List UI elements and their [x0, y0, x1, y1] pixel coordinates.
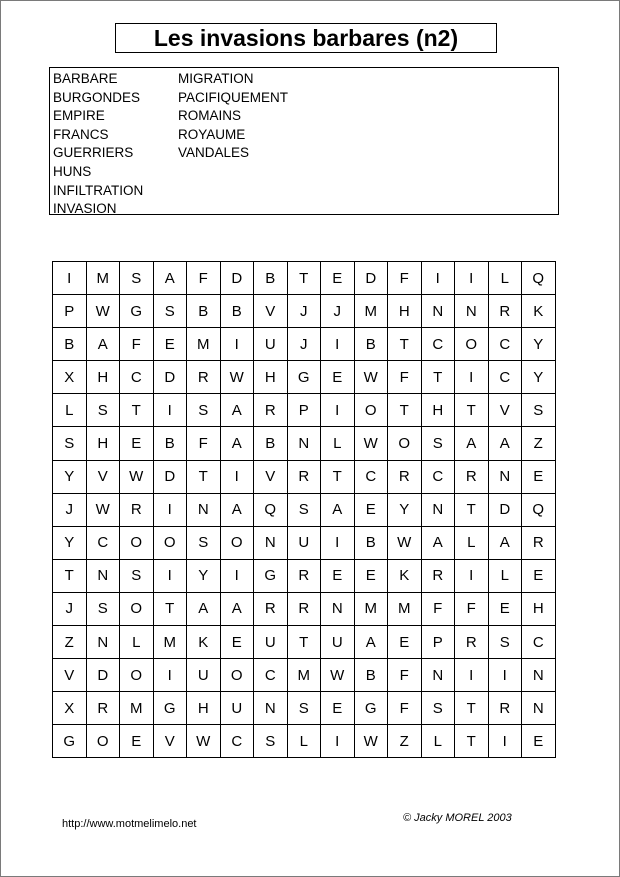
grid-cell[interactable]: E [321, 559, 355, 592]
grid-cell[interactable]: N [421, 493, 455, 526]
grid-cell[interactable]: S [287, 493, 321, 526]
grid-cell[interactable]: I [153, 394, 187, 427]
grid-cell[interactable]: R [287, 559, 321, 592]
grid-cell[interactable]: A [86, 328, 120, 361]
grid-cell[interactable]: V [488, 394, 522, 427]
grid-cell[interactable]: C [488, 328, 522, 361]
grid-cell[interactable]: Y [187, 559, 221, 592]
grid-cell[interactable]: R [254, 394, 288, 427]
grid-cell[interactable]: H [421, 394, 455, 427]
grid-cell[interactable]: I [321, 725, 355, 758]
grid-cell[interactable]: S [421, 692, 455, 725]
grid-row [53, 493, 556, 526]
grid-cell[interactable]: X [53, 361, 87, 394]
grid-cell[interactable]: N [455, 295, 489, 328]
grid-cell[interactable]: M [354, 592, 388, 625]
grid-cell[interactable]: M [388, 592, 422, 625]
grid-cell[interactable]: B [220, 295, 254, 328]
word-list-item: BURGONDES [53, 89, 141, 105]
grid-cell[interactable]: N [421, 659, 455, 692]
grid-cell[interactable]: E [153, 328, 187, 361]
grid-cell[interactable]: S [120, 559, 154, 592]
grid-cell[interactable]: D [153, 361, 187, 394]
grid-cell[interactable]: T [53, 559, 87, 592]
grid-cell[interactable]: N [488, 460, 522, 493]
grid-cell[interactable]: H [86, 427, 120, 460]
grid-cell[interactable]: S [488, 626, 522, 659]
grid-cell[interactable]: O [388, 427, 422, 460]
grid-cell[interactable]: J [321, 295, 355, 328]
grid-cell[interactable]: O [220, 526, 254, 559]
grid-cell[interactable]: E [321, 361, 355, 394]
grid-cell[interactable]: S [522, 394, 556, 427]
grid-cell[interactable]: R [287, 460, 321, 493]
grid-cell[interactable]: N [86, 626, 120, 659]
grid-cell[interactable]: F [388, 262, 422, 295]
page-title: Les invasions barbares (n2) [115, 23, 497, 53]
grid-cell[interactable]: Q [522, 262, 556, 295]
grid-cell[interactable]: W [86, 295, 120, 328]
grid-cell[interactable]: I [455, 659, 489, 692]
grid-cell[interactable]: T [455, 394, 489, 427]
grid-row [53, 328, 556, 361]
grid-cell[interactable]: I [488, 725, 522, 758]
grid-cell[interactable]: A [220, 493, 254, 526]
word-list-item: EMPIRE [53, 108, 105, 124]
word-list-column-1 [53, 70, 143, 219]
grid-cell[interactable]: W [220, 361, 254, 394]
grid-cell[interactable]: O [354, 394, 388, 427]
grid-cell[interactable]: Z [53, 626, 87, 659]
word-list-item: VANDALES [178, 145, 250, 161]
grid-cell[interactable]: S [153, 295, 187, 328]
grid-cell[interactable]: T [153, 592, 187, 625]
grid-cell[interactable]: T [421, 361, 455, 394]
grid-cell[interactable]: V [254, 295, 288, 328]
grid-cell[interactable]: O [455, 328, 489, 361]
grid-cell[interactable]: D [153, 460, 187, 493]
grid-cell[interactable]: Y [522, 328, 556, 361]
grid-cell[interactable]: F [455, 592, 489, 625]
grid-row [53, 626, 556, 659]
grid-cell[interactable]: R [120, 493, 154, 526]
grid-cell[interactable]: B [254, 427, 288, 460]
grid-cell[interactable]: S [287, 692, 321, 725]
grid-cell[interactable]: V [53, 659, 87, 692]
grid-cell[interactable]: N [254, 692, 288, 725]
grid-cell[interactable]: H [187, 692, 221, 725]
word-list-item: BARBARE [53, 71, 118, 86]
grid-cell[interactable]: N [287, 427, 321, 460]
grid-cell[interactable]: W [388, 526, 422, 559]
grid-cell[interactable]: U [287, 526, 321, 559]
grid-cell[interactable]: M [120, 692, 154, 725]
grid-row [53, 460, 556, 493]
grid-cell[interactable]: E [354, 493, 388, 526]
grid-cell[interactable]: V [254, 460, 288, 493]
grid-cell[interactable]: F [120, 328, 154, 361]
grid-cell[interactable]: D [220, 262, 254, 295]
grid-row [53, 559, 556, 592]
grid-cell[interactable]: R [488, 692, 522, 725]
grid-cell[interactable]: D [86, 659, 120, 692]
grid-cell[interactable]: Y [53, 526, 87, 559]
grid-cell[interactable]: E [488, 592, 522, 625]
grid-cell[interactable]: O [153, 526, 187, 559]
grid-cell[interactable]: G [53, 725, 87, 758]
grid-cell[interactable]: R [287, 592, 321, 625]
grid-cell[interactable]: S [254, 725, 288, 758]
grid-cell[interactable]: I [153, 659, 187, 692]
grid-cell[interactable]: L [421, 725, 455, 758]
grid-cell[interactable]: E [354, 559, 388, 592]
grid-cell[interactable]: I [53, 262, 87, 295]
grid-cell[interactable]: I [321, 394, 355, 427]
grid-cell[interactable]: R [522, 526, 556, 559]
grid-cell[interactable]: H [86, 361, 120, 394]
grid-cell[interactable]: D [354, 262, 388, 295]
grid-cell[interactable]: C [421, 460, 455, 493]
letter-grid [52, 261, 556, 758]
grid-cell[interactable]: C [220, 725, 254, 758]
grid-cell[interactable]: T [455, 692, 489, 725]
grid-cell[interactable]: E [522, 460, 556, 493]
grid-cell[interactable]: P [53, 295, 87, 328]
grid-cell[interactable]: N [321, 592, 355, 625]
grid-cell[interactable]: T [321, 460, 355, 493]
grid-cell[interactable]: Y [53, 460, 87, 493]
grid-cell[interactable]: C [421, 328, 455, 361]
grid-cell[interactable]: A [220, 592, 254, 625]
grid-cell[interactable]: R [388, 460, 422, 493]
grid-row [53, 692, 556, 725]
grid-cell[interactable]: M [287, 659, 321, 692]
grid-cell[interactable]: B [354, 659, 388, 692]
grid-cell[interactable]: K [522, 295, 556, 328]
grid-cell[interactable]: N [522, 692, 556, 725]
grid-cell[interactable]: N [421, 295, 455, 328]
grid-cell[interactable]: Q [254, 493, 288, 526]
grid-cell[interactable]: W [354, 725, 388, 758]
grid-cell[interactable]: B [354, 526, 388, 559]
grid-cell[interactable]: E [321, 262, 355, 295]
grid-row [53, 592, 556, 625]
grid-cell[interactable]: I [321, 328, 355, 361]
grid-cell[interactable]: B [187, 295, 221, 328]
grid-cell[interactable]: E [120, 725, 154, 758]
grid-cell[interactable]: P [287, 394, 321, 427]
grid-cell[interactable]: S [86, 592, 120, 625]
grid-cell[interactable]: F [388, 361, 422, 394]
grid-cell[interactable]: K [187, 626, 221, 659]
grid-cell[interactable]: L [455, 526, 489, 559]
grid-cell[interactable]: C [254, 659, 288, 692]
grid-cell[interactable]: C [86, 526, 120, 559]
grid-cell[interactable]: W [86, 493, 120, 526]
word-list-item: GUERRIERS [53, 145, 134, 161]
grid-cell[interactable]: J [53, 592, 87, 625]
grid-cell[interactable]: J [287, 295, 321, 328]
grid-cell[interactable]: N [522, 659, 556, 692]
grid-cell[interactable]: E [388, 626, 422, 659]
grid-cell[interactable]: L [488, 262, 522, 295]
grid-cell[interactable]: T [388, 328, 422, 361]
grid-cell[interactable]: R [421, 559, 455, 592]
grid-cell[interactable]: B [153, 427, 187, 460]
grid-cell[interactable]: F [187, 427, 221, 460]
grid-cell[interactable]: I [153, 559, 187, 592]
grid-cell[interactable]: W [187, 725, 221, 758]
grid-cell[interactable]: D [488, 493, 522, 526]
word-list-item: HUNS [53, 163, 92, 179]
word-list-item: INVASION [53, 201, 117, 217]
grid-cell[interactable]: H [388, 295, 422, 328]
grid-cell[interactable]: C [488, 361, 522, 394]
grid-cell[interactable]: M [187, 328, 221, 361]
grid-cell[interactable]: M [354, 295, 388, 328]
grid-cell[interactable]: U [220, 692, 254, 725]
grid-cell[interactable]: N [254, 526, 288, 559]
grid-cell[interactable]: F [187, 262, 221, 295]
grid-cell[interactable]: M [153, 626, 187, 659]
word-list-item: ROMAINS [178, 108, 242, 124]
grid-cell[interactable]: U [187, 659, 221, 692]
grid-cell[interactable]: A [354, 626, 388, 659]
grid-cell[interactable]: A [455, 427, 489, 460]
grid-cell[interactable]: I [455, 559, 489, 592]
grid-cell[interactable]: E [220, 626, 254, 659]
grid-cell[interactable]: I [455, 262, 489, 295]
grid-cell[interactable]: V [86, 460, 120, 493]
grid-cell[interactable]: Y [522, 361, 556, 394]
grid-cell[interactable]: T [187, 460, 221, 493]
grid-cell[interactable]: T [120, 394, 154, 427]
grid-cell[interactable]: Z [522, 427, 556, 460]
grid-cell[interactable]: W [120, 460, 154, 493]
grid-cell[interactable]: H [522, 592, 556, 625]
word-list [49, 67, 559, 215]
grid-cell[interactable]: W [354, 427, 388, 460]
grid-cell[interactable]: C [522, 626, 556, 659]
grid-cell[interactable]: I [421, 262, 455, 295]
grid-cell[interactable]: K [388, 559, 422, 592]
grid-cell[interactable]: T [287, 262, 321, 295]
grid-cell[interactable]: L [488, 559, 522, 592]
word-list-item: INFILTRATION [53, 182, 144, 198]
grid-cell[interactable]: V [153, 725, 187, 758]
grid-cell[interactable]: X [53, 692, 87, 725]
grid-cell[interactable]: P [421, 626, 455, 659]
grid-cell[interactable]: T [287, 626, 321, 659]
grid-cell[interactable]: H [254, 361, 288, 394]
grid-cell[interactable]: J [287, 328, 321, 361]
grid-cell[interactable]: G [354, 692, 388, 725]
grid-cell[interactable]: S [187, 394, 221, 427]
grid-cell[interactable]: U [254, 626, 288, 659]
grid-cell[interactable]: C [120, 361, 154, 394]
grid-cell[interactable]: I [220, 559, 254, 592]
website-link[interactable]: http://www.motmelimelo.net [62, 818, 197, 830]
grid-cell[interactable]: M [86, 262, 120, 295]
grid-cell[interactable]: F [421, 592, 455, 625]
grid-cell[interactable]: R [254, 592, 288, 625]
grid-row [53, 295, 556, 328]
grid-cell[interactable]: L [120, 626, 154, 659]
grid-cell[interactable]: R [187, 361, 221, 394]
grid-cell[interactable]: O [86, 725, 120, 758]
grid-row [53, 394, 556, 427]
grid-cell[interactable]: A [220, 394, 254, 427]
word-list-item: PACIFIQUEMENT [178, 89, 289, 105]
word-list-item: MIGRATION [178, 71, 254, 86]
grid-cell[interactable]: N [187, 493, 221, 526]
grid-cell[interactable]: T [388, 394, 422, 427]
grid-cell[interactable]: W [354, 361, 388, 394]
grid-cell[interactable]: B [354, 328, 388, 361]
grid-row [53, 427, 556, 460]
word-list-column-2 [178, 70, 288, 163]
grid-cell[interactable]: A [220, 427, 254, 460]
grid-row [53, 725, 556, 758]
grid-cell[interactable]: E [522, 725, 556, 758]
grid-cell[interactable]: G [254, 559, 288, 592]
grid-cell[interactable]: S [53, 427, 87, 460]
grid-cell[interactable]: E [321, 692, 355, 725]
grid-cell[interactable]: I [321, 526, 355, 559]
grid-cell[interactable]: I [455, 361, 489, 394]
grid-row [53, 659, 556, 692]
grid-cell[interactable]: F [388, 692, 422, 725]
grid-cell[interactable]: O [220, 659, 254, 692]
grid-cell[interactable]: T [455, 725, 489, 758]
grid-cell[interactable]: S [86, 394, 120, 427]
grid-cell[interactable]: E [120, 427, 154, 460]
grid-cell[interactable]: C [354, 460, 388, 493]
grid-cell[interactable]: A [187, 592, 221, 625]
word-list-item: ROYAUME [178, 126, 246, 142]
grid-cell[interactable]: O [120, 592, 154, 625]
grid-cell[interactable]: N [86, 559, 120, 592]
grid-cell[interactable]: E [522, 559, 556, 592]
grid-cell[interactable]: L [321, 427, 355, 460]
grid-cell[interactable]: R [455, 626, 489, 659]
grid-cell[interactable]: I [220, 460, 254, 493]
grid-cell[interactable]: S [187, 526, 221, 559]
grid-cell[interactable]: O [120, 526, 154, 559]
grid-cell[interactable]: Q [522, 493, 556, 526]
grid-cell[interactable]: S [120, 262, 154, 295]
grid-cell[interactable]: U [254, 328, 288, 361]
grid-cell[interactable]: U [321, 626, 355, 659]
word-list-item: FRANCS [53, 126, 109, 142]
grid-cell[interactable]: I [488, 659, 522, 692]
grid-cell[interactable]: A [488, 526, 522, 559]
grid-cell[interactable]: R [455, 460, 489, 493]
grid-cell[interactable]: Y [388, 493, 422, 526]
grid-row [53, 262, 556, 295]
grid-cell[interactable]: G [120, 295, 154, 328]
grid-cell[interactable]: J [53, 493, 87, 526]
copyright-text: © Jacky MOREL 2003 [403, 812, 512, 824]
grid-cell[interactable]: G [153, 692, 187, 725]
grid-row [53, 361, 556, 394]
grid-cell[interactable]: G [287, 361, 321, 394]
grid-cell[interactable]: R [86, 692, 120, 725]
grid-cell[interactable]: S [421, 427, 455, 460]
grid-cell[interactable]: T [455, 493, 489, 526]
grid-cell[interactable]: O [120, 659, 154, 692]
grid-cell[interactable]: B [53, 328, 87, 361]
grid-cell[interactable]: A [153, 262, 187, 295]
grid-cell[interactable]: A [488, 427, 522, 460]
grid-cell[interactable]: R [488, 295, 522, 328]
grid-cell[interactable]: A [421, 526, 455, 559]
grid-cell[interactable]: L [53, 394, 87, 427]
grid-cell[interactable]: I [220, 328, 254, 361]
grid-row [53, 526, 556, 559]
grid-cell[interactable]: I [153, 493, 187, 526]
grid-cell[interactable]: W [321, 659, 355, 692]
grid-cell[interactable]: L [287, 725, 321, 758]
grid-cell[interactable]: A [321, 493, 355, 526]
grid-cell[interactable]: B [254, 262, 288, 295]
grid-cell[interactable]: F [388, 659, 422, 692]
grid-cell[interactable]: Z [388, 725, 422, 758]
